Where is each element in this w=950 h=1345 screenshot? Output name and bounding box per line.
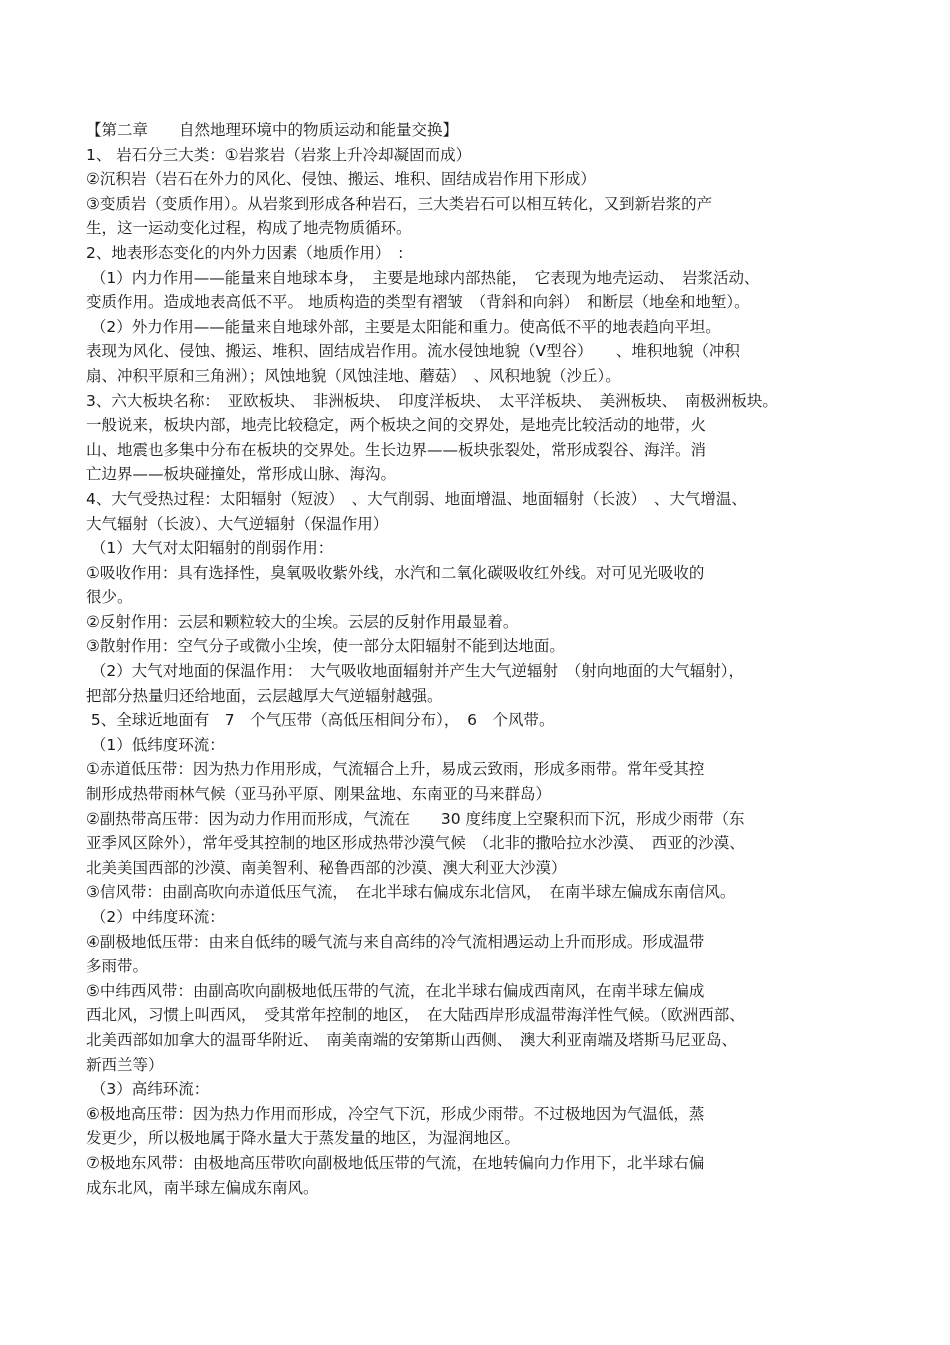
text-line: ③变质岩（变质作用）。从岩浆到形成各种岩石，三大类岩石可以相互转化，又到新岩浆的产	[86, 194, 713, 213]
text-line: 变质作用。造成地表高低不平。 地质构造的类型有褶皱 （背斜和向斜） 和断层（地垒和地堑）。	[86, 293, 750, 312]
text-line: ④副极地低压带：由来自低纬的暖气流与来自高纬的冷气流相遇运动上升而形成。形成温带	[86, 932, 705, 951]
text-line: ①赤道低压带：因为热力作用形成，气流辐合上升，易成云致雨，形成多雨带。常年受其控	[86, 760, 705, 779]
document-body	[86, 118, 866, 1200]
text-line: 大气辐射（长波）、大气逆辐射（保温作用）	[86, 514, 389, 533]
text-line: （1）低纬度环流：	[86, 735, 225, 754]
text-line: 一般说来，板块内部，地壳比较稳定，两个板块之间的交界处，是地壳比较活动的地带，火	[86, 416, 707, 435]
text-line: 2、地表形态变化的内外力因素（地质作用） :	[86, 243, 404, 262]
text-line: 生，这一运动变化过程，构成了地壳物质循环。	[86, 219, 412, 238]
text-line: ①吸收作用：具有选择性，臭氧吸收紫外线，水汽和二氧化碳吸收红外线。对可见光吸收的	[86, 563, 705, 582]
text-line: ③信风带：由副高吹向赤道低压气流， 在北半球右偏成东北信风， 在南半球左偏成东南信风。	[86, 883, 736, 902]
text-line: 多雨带。	[86, 957, 149, 976]
text-line: ②沉积岩（岩石在外力的风化、侵蚀、搬运、堆积、固结成岩作用下形成）	[86, 170, 596, 189]
text-line: （1）内力作用——能量来自地球本身， 主要是地球内部热能， 它表现为地壳运动、 岩浆活动、	[86, 268, 760, 287]
text-line: ②反射作用：云层和颗粒较大的尘埃。云层的反射作用最显着。	[86, 612, 519, 631]
text-line: 扇、冲积平原和三角洲）；风蚀地貌（风蚀洼地、蘑菇） 、风积地貌（沙丘）。	[86, 366, 621, 385]
text-line: （1）大气对太阳辐射的削弱作用：	[86, 539, 334, 558]
text-line: 新西兰等）	[86, 1055, 164, 1074]
text-line: 西北风，习惯上叫西风， 受其常年控制的地区， 在大陆西岸形成温带海洋性气候。（欧洲西部、	[86, 1006, 745, 1025]
text-line: （3）高纬环流：	[86, 1080, 210, 1099]
text-line: 发更少，所以极地属于降水量大于蒸发量的地区，为湿润地区。	[86, 1129, 521, 1148]
text-line: 4、大气受热过程：太阳辐射（短波） 、大气削弱、地面增温、地面辐射（长波） 、大气增温、	[86, 489, 747, 508]
text-line: 5、全球近地面有 7 个气压带（高低压相间分布）， 6 个风带。	[86, 711, 555, 730]
text-line: 很少。	[86, 588, 133, 607]
text-line: ⑥极地高压带：因为热力作用而形成，冷空气下沉，形成少雨带。不过极地因为气温低，蒸	[86, 1104, 705, 1123]
text-line: 北美西部如加拿大的温哥华附近、 南美南端的安第斯山西侧、 澳大利亚南端及塔斯马尼亚岛、	[86, 1030, 738, 1049]
text-line: 表现为风化、侵蚀、搬运、堆积、固结成岩作用。流水侵蚀地貌（V型谷） 、堆积地貌（冲积	[86, 342, 740, 361]
text-line: 成东北风，南半球左偏成东南风。	[86, 1178, 319, 1197]
text-line: （2）大气对地面的保温作用： 大气吸收地面辐射并产生大气逆辐射 （射向地面的大气辐射），	[86, 662, 745, 681]
text-line: 把部分热量归还给地面，云层越厚大气逆辐射越强。	[86, 686, 443, 705]
text-line: ⑦极地东风带：由极地高压带吹向副极地低压带的气流，在地转偏向力作用下，北半球右偏	[86, 1153, 705, 1172]
text-line: ③散射作用：空气分子或微小尘埃，使一部分太阳辐射不能到达地面。	[86, 637, 565, 656]
text-line: 1、 岩石分三大类：①岩浆岩（岩浆上升冷却凝固而成）	[86, 145, 472, 164]
text-line: （2）中纬度环流：	[86, 908, 225, 926]
text-line: 亡边界——板块碰撞处，常形成山脉、海沟。	[86, 465, 397, 484]
text-line: 北美美国西部的沙漠、南美智利、秘鲁西部的沙漠、澳大利亚大沙漠）	[86, 858, 567, 877]
text-line: 制形成热带雨林气候（亚马孙平原、刚果盆地、东南亚的马来群岛）	[86, 785, 552, 804]
text-line: ②副热带高压带：因为动力作用而形成，气流在 30 度纬度上空聚积而下沉，形成少雨带（东	[86, 809, 745, 828]
chapter-title: 【第二章 自然地理环境中的物质运动和能量交换】	[86, 121, 459, 139]
text-line: 3、六大板块名称： 亚欧板块、 非洲板块、 印度洋板块、 太平洋板块、 美洲板块、 南极洲板块。	[86, 391, 778, 410]
text-line: ⑤中纬西风带：由副高吹向副极地低压带的气流，在北半球右偏成西南风，在南半球左偏成	[86, 981, 705, 1000]
text-line: 亚季风区除外），常年受其控制的地区形成热带沙漠气候 （北非的撒哈拉水沙漠、 西亚的沙漠、	[86, 834, 745, 853]
text-line: 山、地震也多集中分布在板块的交界处。生长边界——板块张裂处，常形成裂谷、海洋。消	[86, 440, 707, 459]
text-line: （2）外力作用——能量来自地球外部，主要是太阳能和重力。使高低不平的地表趋向平坦。	[86, 317, 721, 336]
